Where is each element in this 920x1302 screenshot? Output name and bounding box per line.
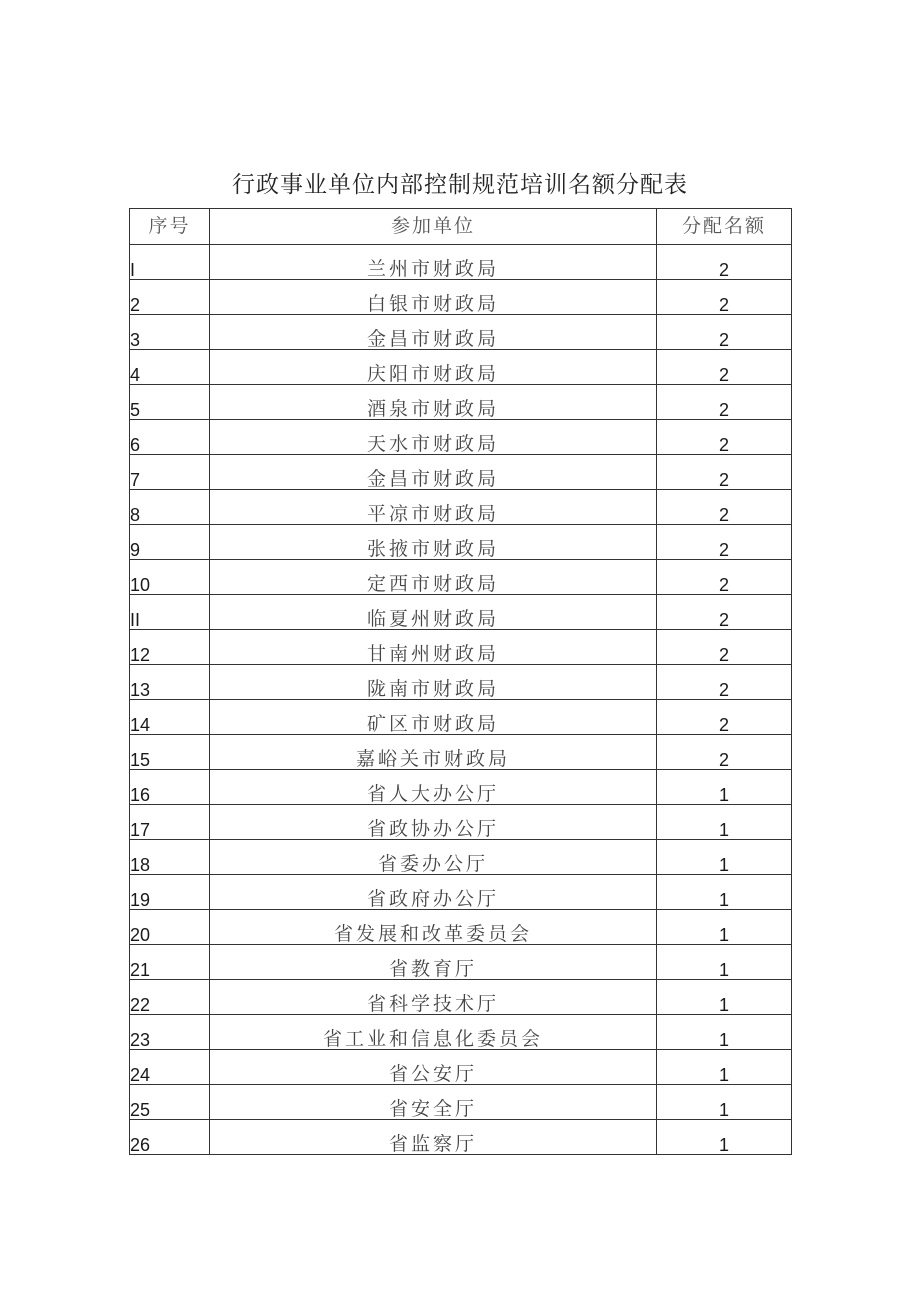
row-unit: 庆阳市财政局 <box>210 350 657 385</box>
row-no: 13 <box>130 665 210 700</box>
row-no: 24 <box>130 1050 210 1085</box>
table-row <box>130 1050 792 1085</box>
row-no: 26 <box>130 1120 210 1155</box>
table-row <box>130 840 792 875</box>
row-no: 5 <box>130 385 210 420</box>
table-row <box>130 245 792 280</box>
row-no: 12 <box>130 630 210 665</box>
row-unit: 矿区市财政局 <box>210 700 657 735</box>
row-quota: 1 <box>657 1050 792 1085</box>
row-quota: 2 <box>657 245 792 280</box>
header-no: 序号 <box>130 209 210 245</box>
row-unit: 省公安厅 <box>210 1050 657 1085</box>
row-unit: 嘉峪关市财政局 <box>210 735 657 770</box>
row-unit: 省监察厅 <box>210 1120 657 1155</box>
header-quota: 分配名额 <box>657 209 792 245</box>
row-quota: 1 <box>657 840 792 875</box>
table-row <box>130 315 792 350</box>
table-row <box>130 525 792 560</box>
row-no: 15 <box>130 735 210 770</box>
row-unit: 省人大办公厅 <box>210 770 657 805</box>
row-no: 14 <box>130 700 210 735</box>
row-no: I <box>130 245 210 280</box>
row-no: II <box>130 595 210 630</box>
table-row <box>130 490 792 525</box>
table-row <box>130 1120 792 1155</box>
table-body <box>130 245 792 1155</box>
row-no: 23 <box>130 1015 210 1050</box>
allocation-table <box>129 208 792 1155</box>
page-title: 行政事业单位内部控制规范培训名额分配表 <box>232 172 688 198</box>
table-row <box>130 735 792 770</box>
table-row <box>130 420 792 455</box>
table-row <box>130 1015 792 1050</box>
table-row <box>130 1085 792 1120</box>
row-quota: 1 <box>657 770 792 805</box>
row-unit: 临夏州财政局 <box>210 595 657 630</box>
table-row <box>130 910 792 945</box>
row-no: 2 <box>130 280 210 315</box>
row-no: 6 <box>130 420 210 455</box>
row-quota: 2 <box>657 560 792 595</box>
table-row <box>130 875 792 910</box>
row-unit: 省安全厅 <box>210 1085 657 1120</box>
row-quota: 2 <box>657 350 792 385</box>
row-unit: 省发展和改革委员会 <box>210 910 657 945</box>
row-no: 20 <box>130 910 210 945</box>
row-unit: 张掖市财政局 <box>210 525 657 560</box>
row-unit: 省政府办公厅 <box>210 875 657 910</box>
row-quota: 1 <box>657 980 792 1015</box>
row-quota: 2 <box>657 525 792 560</box>
row-no: 4 <box>130 350 210 385</box>
row-quota: 2 <box>657 420 792 455</box>
row-unit: 天水市财政局 <box>210 420 657 455</box>
row-unit: 定西市财政局 <box>210 560 657 595</box>
row-quota: 2 <box>657 665 792 700</box>
row-no: 21 <box>130 945 210 980</box>
row-quota: 2 <box>657 455 792 490</box>
row-quota: 1 <box>657 1085 792 1120</box>
row-unit: 陇南市财政局 <box>210 665 657 700</box>
row-quota: 1 <box>657 805 792 840</box>
table-row <box>130 385 792 420</box>
table-header-row <box>130 209 792 245</box>
row-quota: 1 <box>657 910 792 945</box>
row-quota: 2 <box>657 280 792 315</box>
row-quota: 2 <box>657 630 792 665</box>
row-unit: 酒泉市财政局 <box>210 385 657 420</box>
table-row <box>130 945 792 980</box>
row-unit: 兰州市财政局 <box>210 245 657 280</box>
table-row <box>130 595 792 630</box>
table-row <box>130 350 792 385</box>
row-unit: 白银市财政局 <box>210 280 657 315</box>
table-row <box>130 665 792 700</box>
row-unit: 金昌市财政局 <box>210 455 657 490</box>
table-row <box>130 980 792 1015</box>
table-row <box>130 805 792 840</box>
table-row <box>130 280 792 315</box>
header-unit: 参加单位 <box>210 209 657 245</box>
row-no: 10 <box>130 560 210 595</box>
row-unit: 金昌市财政局 <box>210 315 657 350</box>
row-no: 9 <box>130 525 210 560</box>
row-no: 3 <box>130 315 210 350</box>
table-row <box>130 630 792 665</box>
row-quota: 2 <box>657 385 792 420</box>
row-quota: 2 <box>657 490 792 525</box>
row-unit: 省教育厅 <box>210 945 657 980</box>
row-unit: 甘南州财政局 <box>210 630 657 665</box>
row-no: 8 <box>130 490 210 525</box>
table-row <box>130 455 792 490</box>
row-unit: 省政协办公厅 <box>210 805 657 840</box>
row-quota: 1 <box>657 875 792 910</box>
row-quota: 1 <box>657 1120 792 1155</box>
row-no: 22 <box>130 980 210 1015</box>
row-no: 25 <box>130 1085 210 1120</box>
row-unit: 省工业和信息化委员会 <box>210 1015 657 1050</box>
row-unit: 省委办公厅 <box>210 840 657 875</box>
row-no: 18 <box>130 840 210 875</box>
row-quota: 2 <box>657 595 792 630</box>
row-no: 19 <box>130 875 210 910</box>
row-no: 17 <box>130 805 210 840</box>
row-no: 7 <box>130 455 210 490</box>
row-quota: 1 <box>657 945 792 980</box>
row-quota: 2 <box>657 735 792 770</box>
row-quota: 2 <box>657 315 792 350</box>
row-unit: 省科学技术厅 <box>210 980 657 1015</box>
table-row <box>130 700 792 735</box>
row-quota: 1 <box>657 1015 792 1050</box>
row-quota: 2 <box>657 700 792 735</box>
row-no: 16 <box>130 770 210 805</box>
table-row <box>130 770 792 805</box>
row-unit: 平凉市财政局 <box>210 490 657 525</box>
table-row <box>130 560 792 595</box>
